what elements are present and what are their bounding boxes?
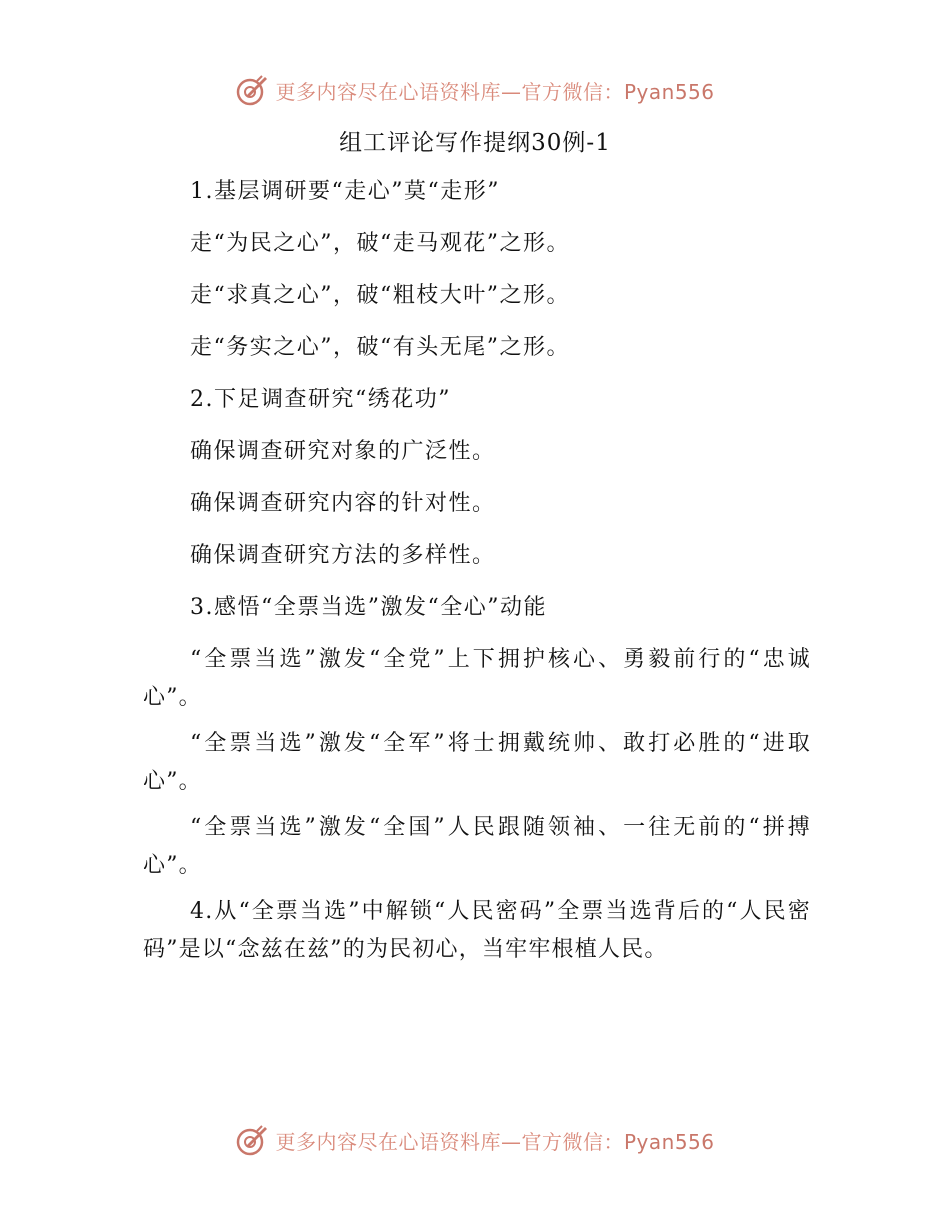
watermark-handle: Pyan556 <box>623 79 715 104</box>
document-title: 组工评论写作提纲30例-1 <box>339 130 611 156</box>
heading-4-paragraph: 4.从“全票当选”中解锁“人民密码”全票当选背后的“人民密码”是以“念兹在兹”的为民初心，当牢牢根植人民。 <box>143 899 811 962</box>
body-line: 走“务实之心”，破“有头无尾”之形。 <box>190 335 570 360</box>
bottom-watermark-banner <box>0 1120 950 1160</box>
body-line: 确保调查研究对象的广泛性。 <box>190 439 496 464</box>
watermark-handle: Pyan556 <box>623 1129 715 1154</box>
heading-1: 1.基层调研要“走心”莫“走形” <box>190 179 500 204</box>
watermark-text: 更多内容尽在心语资料库—官方微信：Pyan556 <box>275 79 715 104</box>
body-line: 走“求真之心”，破“粗枝大叶”之形。 <box>190 283 570 308</box>
body-line: 走“为民之心”，破“走马观花”之形。 <box>190 231 570 256</box>
top-watermark-banner <box>0 70 950 110</box>
body-paragraph: “全票当选”激发“全国”人民跟随领袖、一往无前的“拼搏心”。 <box>143 815 811 878</box>
watermark-text: 更多内容尽在心语资料库—官方微信：Pyan556 <box>275 1129 715 1154</box>
body-line: 确保调查研究方法的多样性。 <box>190 543 496 568</box>
heading-3: 3.感悟“全票当选”激发“全心”动能 <box>190 595 547 620</box>
document-body <box>143 166 811 977</box>
quill-pen-logo-icon <box>235 1123 269 1157</box>
body-line: 确保调查研究内容的针对性。 <box>190 491 496 516</box>
body-paragraph: “全票当选”激发“全党”上下拥护核心、勇毅前行的“忠诚心”。 <box>143 647 811 710</box>
body-paragraph: “全票当选”激发“全军”将士拥戴统帅、敢打必胜的“进取心”。 <box>143 731 811 794</box>
quill-pen-logo-icon <box>235 73 269 107</box>
heading-2: 2.下足调查研究“绣花功” <box>190 387 451 412</box>
